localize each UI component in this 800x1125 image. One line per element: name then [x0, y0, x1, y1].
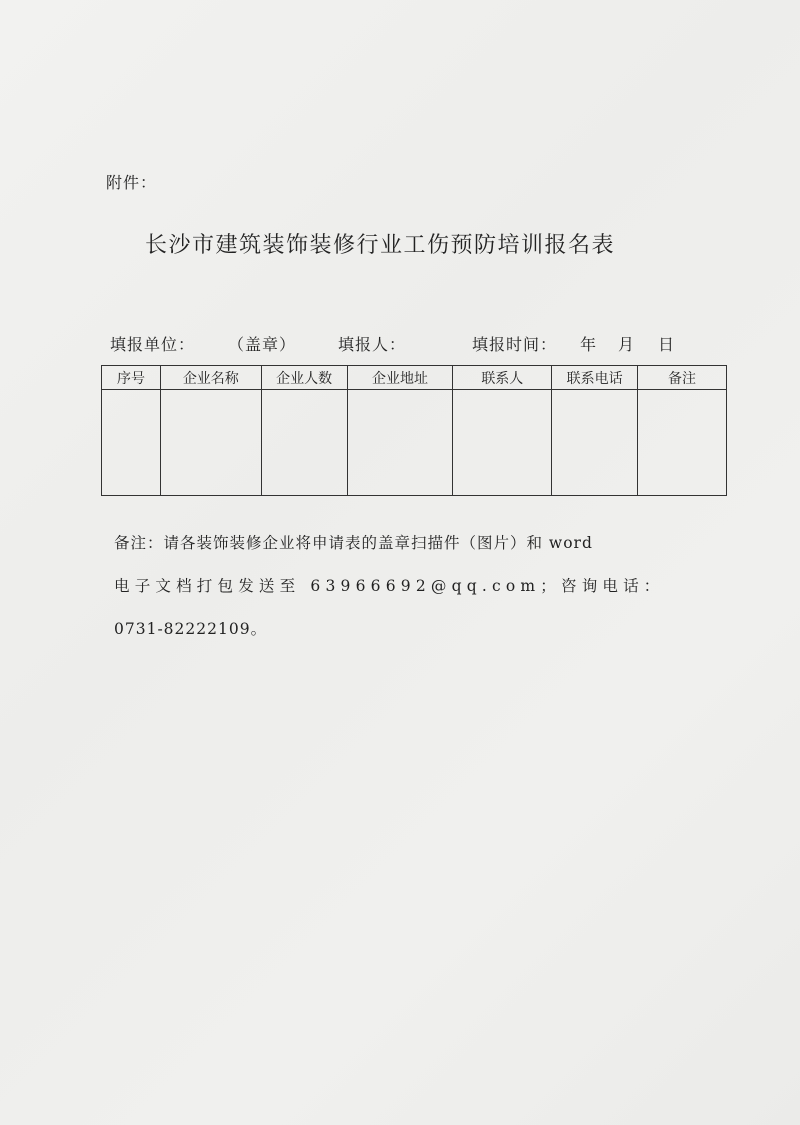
note-block: [114, 522, 684, 651]
table-cell: [102, 390, 161, 496]
header-contact: 联系人: [453, 366, 552, 390]
day-label: 日: [658, 335, 676, 354]
header-company-size: 企业人数: [261, 366, 347, 390]
table-row: [102, 390, 727, 496]
fill-person-label: 填报人：: [338, 335, 407, 354]
table-cell: [552, 390, 638, 496]
table-header-row: [102, 366, 727, 390]
seal-label: （盖章）: [228, 335, 297, 354]
header-phone: 联系电话: [552, 366, 638, 390]
table-cell: [638, 390, 727, 496]
note-line-3: 0731-82222109。: [114, 620, 268, 638]
note-line-2: 电子文档打包发送至 63966692@qq.com；咨询电话：: [114, 577, 665, 595]
note-line-1: 备注：请各装饰装修企业将申请表的盖章扫描件（图片）和 word: [114, 534, 593, 552]
fill-time-label: 填报时间：: [472, 335, 558, 354]
fill-unit-label: 填报单位：: [110, 335, 196, 354]
registration-table: [101, 365, 727, 496]
header-serial: 序号: [102, 366, 161, 390]
table-cell: [347, 390, 453, 496]
header-company-address: 企业地址: [347, 366, 453, 390]
header-remarks: 备注: [638, 366, 727, 390]
page-title: 长沙市建筑装饰装修行业工伤预防培训报名表: [145, 233, 616, 258]
header-company-name: 企业名称: [160, 366, 261, 390]
attachment-label: 附件：: [106, 173, 158, 192]
table-cell: [261, 390, 347, 496]
year-label: 年: [580, 335, 598, 354]
table-cell: [160, 390, 261, 496]
table-cell: [453, 390, 552, 496]
month-label: 月: [618, 335, 636, 354]
